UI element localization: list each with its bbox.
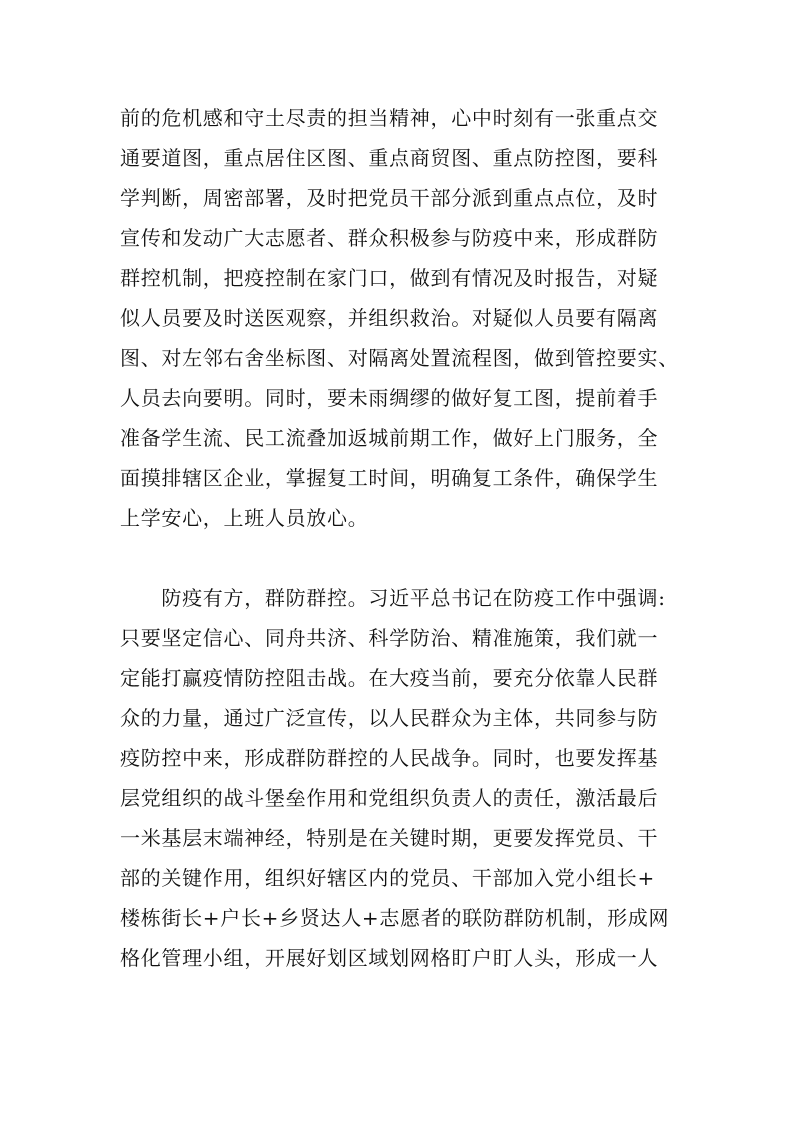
- text-line: 部的关键作用，组织好辖区内的党员、干部加入党小组长+: [120, 866, 655, 890]
- text-line: 宣传和发动广大志愿者、群众积极参与防疫中来，形成群防: [120, 226, 659, 250]
- paragraph-1: [120, 98, 680, 538]
- text-line: 定能打赢疫情防控阻击战。在大疫当前，要充分依靠人民群: [120, 666, 659, 690]
- document-body: [120, 98, 680, 978]
- text-line: 一米基层末端神经，特别是在关键时期，更要发挥党员、干: [120, 826, 659, 850]
- text-line: 学判断，周密部署，及时把党员干部分派到重点点位，及时: [120, 186, 659, 210]
- text-line: 图、对左邻右舍坐标图、对隔离处置流程图，做到管控要实、: [120, 346, 679, 370]
- text-line: 层党组织的战斗堡垒作用和党组织负责人的责任，激活最后: [120, 786, 659, 810]
- text-line: 格化管理小组，开展好划区域划网格盯户盯人头，形成一人: [120, 946, 659, 970]
- paragraph-2: [120, 578, 680, 978]
- paragraph-spacer: [120, 538, 680, 578]
- text-line: 似人员要及时送医观察，并组织救治。对疑似人员要有隔离: [120, 306, 659, 330]
- text-line: 疫防控中来，形成群防群控的人民战争。同时，也要发挥基: [120, 746, 659, 770]
- text-line: 众的力量，通过广泛宣传，以人民群众为主体，共同参与防: [120, 706, 659, 730]
- text-line: 前的危机感和守土尽责的担当精神，心中时刻有一张重点交: [120, 106, 659, 130]
- text-line: 只要坚定信心、同舟共济、科学防治、精准施策，我们就一: [120, 626, 659, 650]
- text-line: 人员去向要明。同时，要未雨绸缪的做好复工图，提前着手: [120, 386, 659, 410]
- text-line: 上学安心，上班人员放心。: [120, 506, 369, 530]
- text-line: 面摸排辖区企业，掌握复工时间，明确复工条件，确保学生: [120, 466, 659, 490]
- text-line: 通要道图，重点居住区图、重点商贸图、重点防控图，要科: [120, 146, 659, 170]
- text-line: 准备学生流、民工流叠加返城前期工作，做好上门服务，全: [120, 426, 659, 450]
- text-line: 群控机制，把疫控制在家门口，做到有情况及时报告，对疑: [120, 266, 659, 290]
- text-line: 楼栋街长+户长+乡贤达人+志愿者的联防群防机制，形成网: [120, 906, 670, 930]
- text-line: 防疫有方，群防群控。习近平总书记在防疫工作中强调:: [120, 586, 666, 610]
